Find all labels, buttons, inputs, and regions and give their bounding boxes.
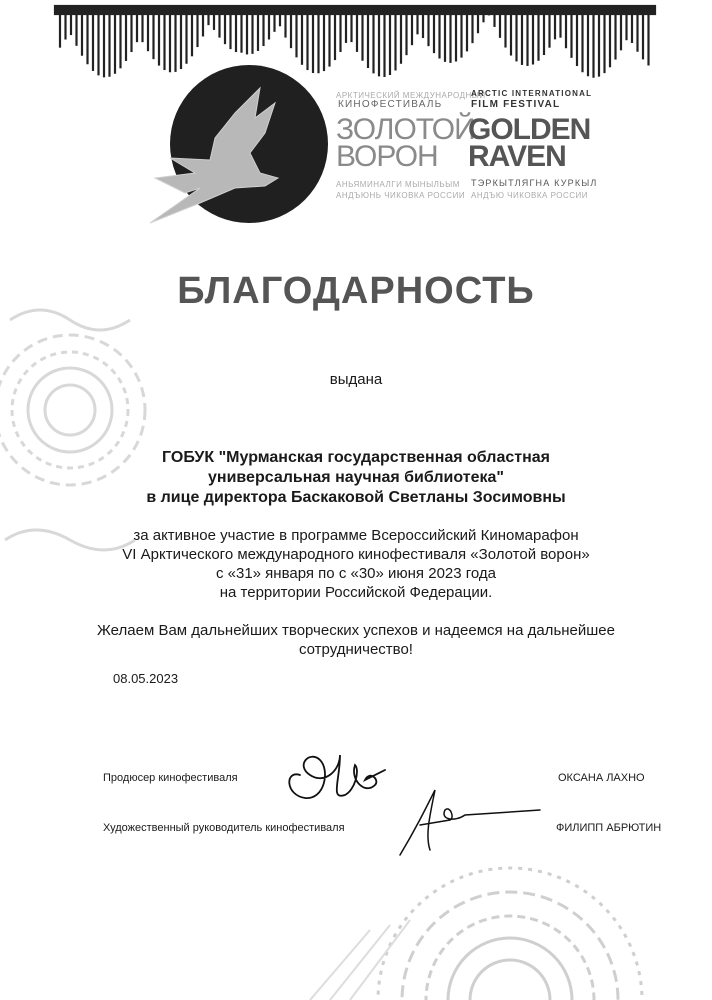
reason-line-2: VI Арктического международного кинофестиваля «Золотой ворон»: [122, 546, 590, 563]
wish-line-1: Желаем Вам дальнейших творческих успехов и надеемся на дальнейшее: [97, 622, 615, 639]
bottom-ornament: [250, 850, 712, 1000]
page-title: БЛАГОДАРНОСТЬ: [177, 270, 535, 312]
logo-ru-top: КИНОФЕСТИВАЛЬ: [338, 99, 443, 110]
issue-date: 08.05.2023: [113, 671, 179, 686]
raven-logo-icon: [140, 78, 290, 228]
recipient-org: [0, 448, 712, 508]
logo-en-top-1: ARCTIC INTERNATIONAL: [471, 89, 593, 98]
signer-name-producer: ОКСАНА ЛАХНО: [558, 772, 645, 784]
reason-line-3: с «31» января по с «30» июня 2023 года: [215, 565, 497, 582]
org-line-1: ГОБУК "Мурманская государственная областная: [162, 449, 550, 466]
reason-text: [0, 526, 712, 602]
logo-native-faint-left: АНЬЯМИНАЛГИ МЫНЫЛЬЫМ: [336, 180, 460, 189]
logo-native-faint-left-2: АНДЪЮНЬ ЧИКОВКА РОССИИ: [336, 191, 466, 200]
wish-text: [0, 621, 712, 659]
logo-en-name-2: RAVEN: [468, 140, 566, 173]
top-fringe-ornament: [0, 0, 712, 80]
logo-en-top-2: FILM FESTIVAL: [471, 99, 561, 110]
org-line-2: универсальная научная библиотека": [208, 469, 504, 486]
logo-ru-top-faint: АРКТИЧЕСКИЙ МЕЖДУНАРОДНЫЙ: [336, 91, 486, 100]
wish-line-2: сотрудничество!: [299, 641, 413, 658]
signer-role-producer: Продюсер кинофестиваля: [103, 772, 238, 784]
director-signature: [395, 780, 545, 860]
reason-line-1: за активное участие в программе Всероссийский Киномарафон: [133, 527, 579, 544]
org-line-3: в лице директора Баскаковой Светланы Зосимовны: [146, 489, 566, 506]
producer-signature: [280, 740, 390, 810]
logo-ru-name-2: ВОРОН: [336, 140, 438, 173]
logo-en-name-1: GOLDEN: [468, 113, 591, 146]
signer-name-director: ФИЛИПП АБРЮТИН: [556, 822, 662, 834]
reason-line-4: на территории Российской Федерации.: [219, 584, 493, 601]
signer-role-director: Художественный руководитель кинофестиваля: [103, 822, 345, 834]
issued-label: выдана: [329, 371, 383, 388]
logo-native-faint-right-2: АНДЪЮ ЧИКОВКА РОССИИ: [471, 191, 589, 200]
logo-native-1: ТЭРКЫТЛЯГНА КУРКЫЛ: [471, 178, 598, 188]
logo-ru-name-1: ЗОЛОТОЙ: [336, 113, 475, 146]
